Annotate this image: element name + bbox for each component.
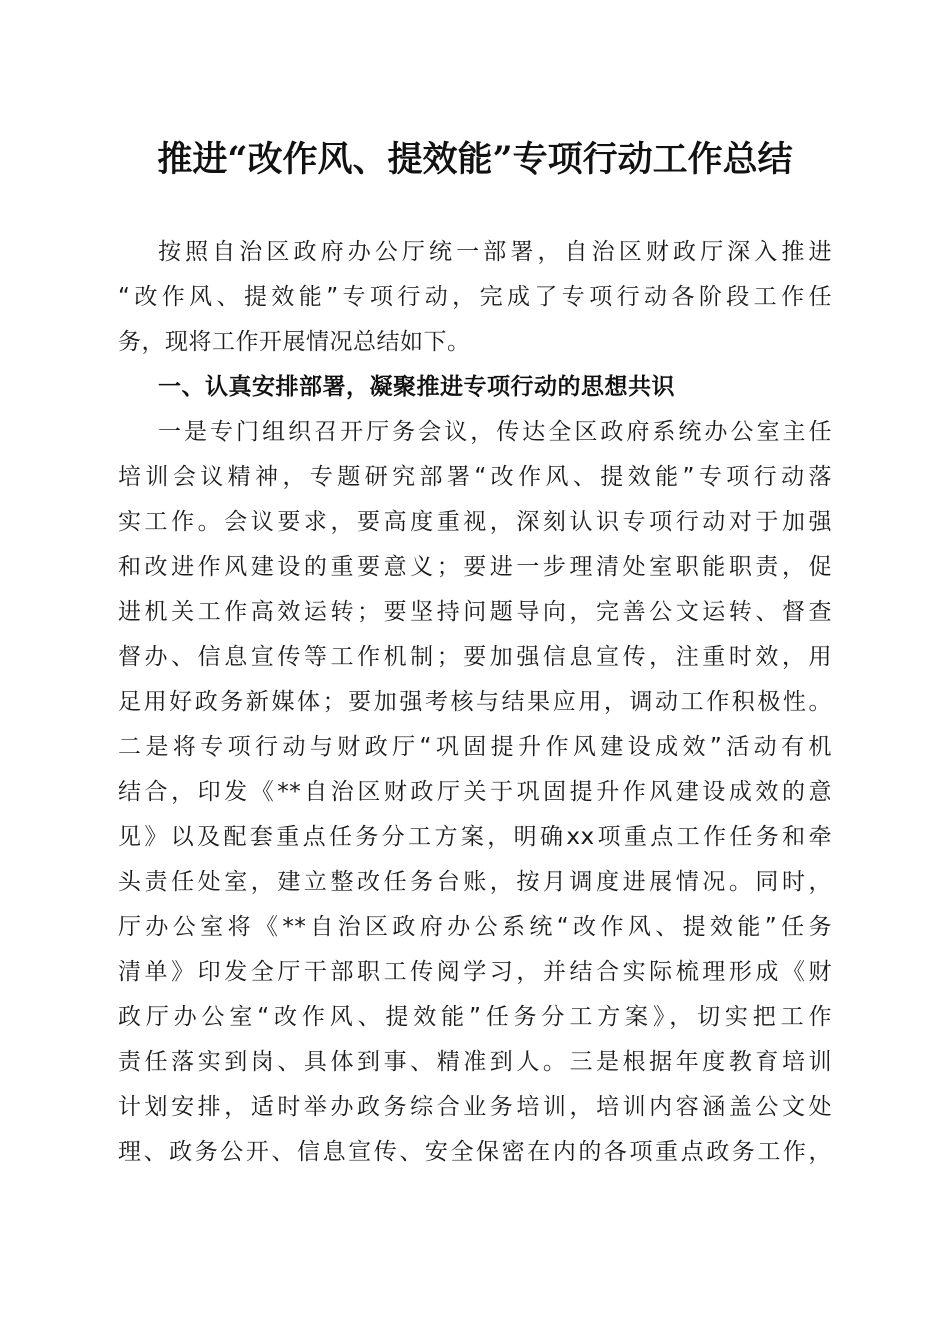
paragraph-line: 二是将专项行动与财政厅“巩固提升作风建设成效”活动有机 <box>118 734 832 760</box>
paragraph-line: 计划安排，适时举办政务综合业务培训，培训内容涵盖公文处 <box>118 1094 832 1120</box>
paragraph-line: 实工作。会议要求，要高度重视，深刻认识专项行动对于加强 <box>118 509 832 535</box>
paragraph-line: 务，现将工作开展情况总结如下。 <box>118 329 471 355</box>
paragraph-line: 一是专门组织召开厅务会议，传达全区政府系统办公室主任 <box>158 419 832 445</box>
paragraph-line: 见》以及配套重点任务分工方案，明确xx项重点工作任务和牵 <box>118 824 832 850</box>
paragraph-line: 政厅办公室“改作风、提效能”任务分工方案》，切实把工作 <box>118 1004 832 1030</box>
paragraph-line: 责任落实到岗、具体到事、精准到人。三是根据年度教育培训 <box>118 1049 832 1075</box>
document-title: 推进“改作风、提效能”专项行动工作总结 <box>157 139 793 180</box>
paragraph-line: 理、政务公开、信息宣传、安全保密在内的各项重点政务工作， <box>118 1139 832 1165</box>
section-heading: 一、认真安排部署，凝聚推进专项行动的思想共识 <box>158 374 675 400</box>
paragraph-line: 结合，印发《**自治区财政厅关于巩固提升作风建设成效的意 <box>118 779 832 805</box>
paragraph-line: 头责任处室，建立整改任务台账，按月调度进展情况。同时， <box>118 869 832 895</box>
paragraph-line: 厅办公室将《**自治区政府办公系统“改作风、提效能”任务 <box>118 914 832 940</box>
paragraph-line: 培训会议精神，专题研究部署“改作风、提效能”专项行动落 <box>118 464 832 490</box>
paragraph-line: 督办、信息宣传等工作机制；要加强信息宣传，注重时效，用 <box>118 644 832 670</box>
paragraph-line: 足用好政务新媒体；要加强考核与结果应用，调动工作积极性。 <box>118 689 832 715</box>
paragraph-line: “改作风、提效能”专项行动，完成了专项行动各阶段工作任 <box>118 284 832 310</box>
paragraph-line: 按照自治区政府办公厅统一部署，自治区财政厅深入推进 <box>158 239 832 265</box>
paragraph-line: 清单》印发全厅干部职工传阅学习，并结合实际梳理形成《财 <box>118 959 832 985</box>
paragraph-line: 和改进作风建设的重要意义；要进一步理清处室职能职责，促 <box>118 554 832 580</box>
document-body <box>118 230 832 1175</box>
paragraph-line: 进机关工作高效运转；要坚持问题导向，完善公文运转、督查 <box>118 599 832 625</box>
